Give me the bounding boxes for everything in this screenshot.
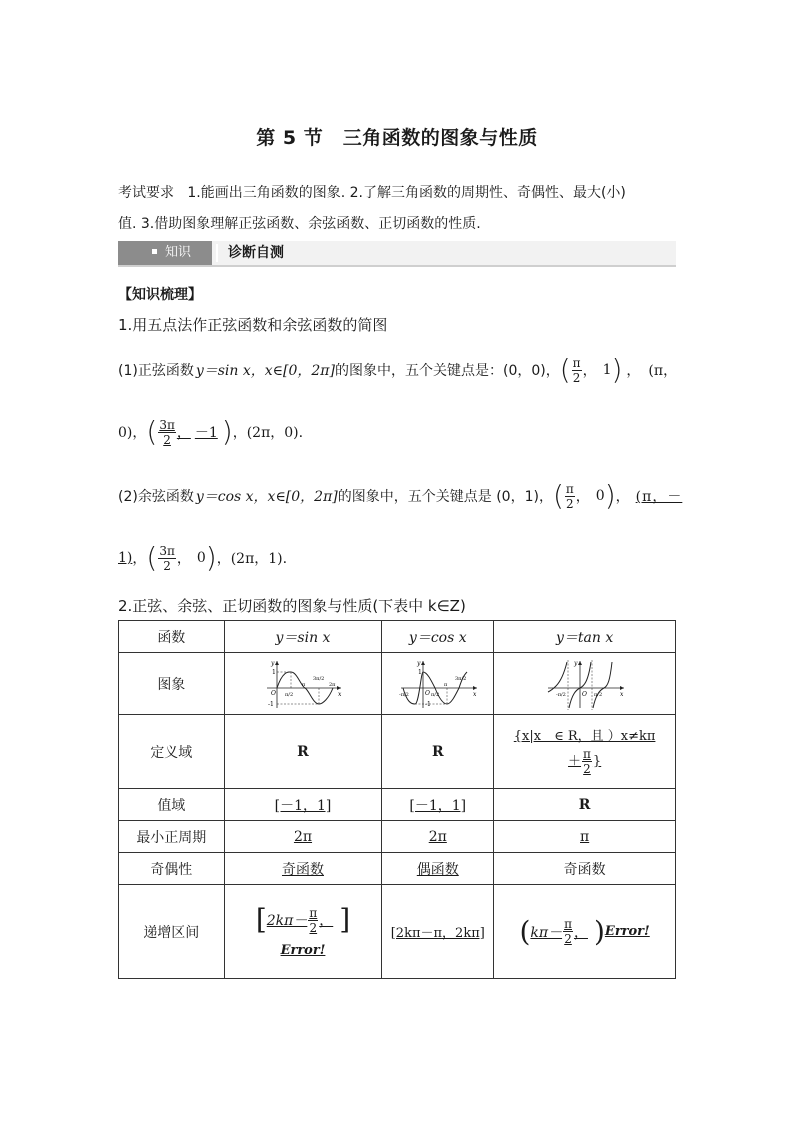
table-row xyxy=(119,653,676,715)
period-cos: 2π xyxy=(382,821,494,853)
graph-label: 1 xyxy=(271,668,276,676)
parity-cos: 偶函数 xyxy=(382,853,494,885)
graph-label: π xyxy=(443,681,448,688)
sin-graph xyxy=(263,658,343,710)
sin-graph-cell xyxy=(224,653,382,715)
range-tan: R xyxy=(494,789,676,821)
table-row xyxy=(119,885,676,979)
graph-label: π/2 xyxy=(284,691,294,698)
trig-properties-table xyxy=(118,620,676,979)
section-bar xyxy=(118,241,676,267)
graph-label: x xyxy=(337,690,342,698)
sin-keypoints-line2: 0)， ( $\frac{3\pi}{2}$ ， －1 ) ，(2π，0). xyxy=(118,415,304,448)
knowledge-heading: 【知识梳理】 xyxy=(118,287,202,303)
graph-label: x xyxy=(619,690,623,698)
requirement-line2: 值. 3.借助图象理解正弦函数、余弦函数、正切函数的性质. xyxy=(118,216,481,232)
table-row xyxy=(119,821,676,853)
parity-tan: 奇函数 xyxy=(494,853,676,885)
increasing-sin: [ 2kπ－ $\frac{\pi}{2}$ ， ] Error! xyxy=(224,885,382,979)
cos-keypoints-line2: 1) ， ( $\frac{3\pi}{2}$ ， 0 ) ，(2π，1). xyxy=(118,541,288,574)
cos-graph-cell xyxy=(382,653,494,715)
cos-keypoints-line1: (2)余弦函数 y＝cos x，x∈[0，2π] 的图象中，五个关键点是 (0，1)， ( $\frac{\pi}{2}$ ， 0 ) ， (π，－ xyxy=(118,479,683,512)
item1-heading: 1.用五点法作正弦函数和余弦函数的简图 xyxy=(118,316,388,334)
sin-keypoints-line1: (1)正弦函数 y＝sin x，x∈[0，2π] 的图象中，五个关键点是：(0，0)， ( $\frac{\pi}{2}$ ， 1 ) ， (π， xyxy=(118,353,678,386)
graph-label: 3π/2 xyxy=(454,675,467,682)
requirement-line1: 1.能画出三角函数的图象. 2.了解三角函数的周期性、奇偶性、最大(小) xyxy=(187,185,626,201)
parity-sin: 奇函数 xyxy=(224,853,382,885)
row-label: 图象 xyxy=(119,653,225,715)
range-cos: [－1，1] xyxy=(382,789,494,821)
cos-graph xyxy=(397,658,479,710)
table-row xyxy=(119,853,676,885)
header-cell: y＝tan x xyxy=(494,621,676,653)
domain-cos: R xyxy=(382,715,494,789)
square-bullet-icon xyxy=(152,249,157,254)
graph-label: O xyxy=(581,690,587,698)
graph-label: -1 xyxy=(267,700,274,708)
graph-label: 1 xyxy=(417,668,422,676)
graph-label: -π/2 xyxy=(398,691,409,698)
graph-label: y xyxy=(573,659,577,667)
header-cell: y＝cos x xyxy=(382,621,494,653)
period-sin: 2π xyxy=(224,821,382,853)
increasing-tan: ( kπ－ $\frac{\pi}{2}$ ， ) Error! xyxy=(494,885,676,979)
item2-heading: 2.正弦、余弦、正切函数的图象与性质(下表中 k∈Z) xyxy=(118,597,466,615)
row-label: 值域 xyxy=(119,789,225,821)
row-label: 最小正周期 xyxy=(119,821,225,853)
graph-label: -1 xyxy=(424,700,431,708)
graph-label: y xyxy=(270,659,275,667)
tan-graph xyxy=(544,658,626,710)
graph-label: 3π/2 xyxy=(312,675,325,682)
table-row xyxy=(119,789,676,821)
graph-label: O xyxy=(424,689,430,697)
table-row xyxy=(119,715,676,789)
page-title: 第 5 节 三角函数的图象与性质 xyxy=(256,127,538,149)
row-label: 奇偶性 xyxy=(119,853,225,885)
graph-label: 2π xyxy=(328,681,336,688)
section-tag: 知识 xyxy=(118,241,212,265)
section-title: 诊断自测 xyxy=(228,245,284,261)
row-label: 定义域 xyxy=(119,715,225,789)
tan-graph-cell xyxy=(494,653,676,715)
domain-tan: {x|x ∈ R，且 ）x≠kπ ＋ $\frac{\pi}{2}$ } xyxy=(494,715,676,789)
graph-label: π xyxy=(301,681,306,688)
range-sin: [－1，1] xyxy=(224,789,382,821)
graph-label: y xyxy=(416,659,421,667)
requirement-label: 考试要求 xyxy=(118,185,174,201)
graph-label: x xyxy=(472,690,477,698)
graph-label: π/2 xyxy=(593,691,602,698)
graph-label: π/2 xyxy=(430,691,439,698)
domain-sin: R xyxy=(224,715,382,789)
graph-label: O xyxy=(270,689,276,697)
graph-label: -π/2 xyxy=(555,691,566,698)
exam-requirements xyxy=(118,178,678,240)
header-cell: 函数 xyxy=(119,621,225,653)
header-cell: y＝sin x xyxy=(224,621,382,653)
increasing-cos: [2kπ－π，2kπ] xyxy=(382,885,494,979)
row-label: 递增区间 xyxy=(119,885,225,979)
table-row xyxy=(119,621,676,653)
period-tan: π xyxy=(494,821,676,853)
